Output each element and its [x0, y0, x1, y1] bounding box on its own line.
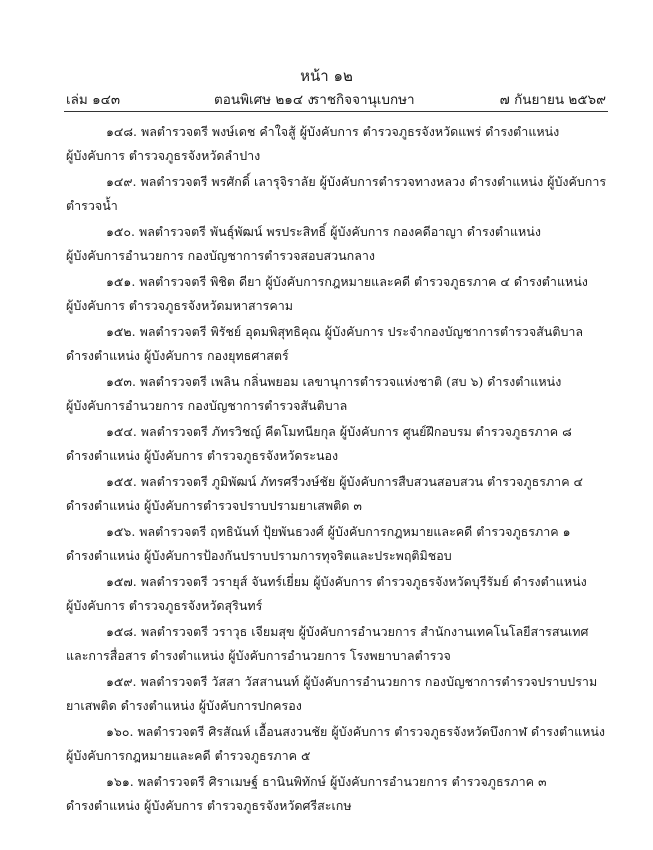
- entry-continuation-line: ตำรวจน้ำ: [66, 198, 118, 213]
- appointment-entry: [66, 620, 606, 670]
- entry-first-line: ๑๕๒. พลตำรวจตรี พิรัชย์ อุดมพิสุทธิคุณ ผู้บังคับการ ประจำกองบัญชาการตำรวจสันติบาล: [106, 324, 584, 339]
- appointment-entry: [66, 170, 606, 220]
- entry-continuation-line: ดำรงตำแหน่ง ผู้บังคับการ ตำรวจภูธรจังหวัดศรีสะเกษ: [66, 798, 352, 813]
- appointment-entry: [66, 470, 606, 520]
- entry-first-line: ๑๕๗. พลตำรวจตรี วรายุส์ จันทร์เยี่ยม ผู้บังคับการ ตำรวจภูธรจังหวัดบุรีรัมย์ ดำรงตำแหน่ง: [106, 574, 587, 589]
- entry-first-line: ๑๖๐. พลตำรวจตรี ศิรสัณห์ เอื้อนสงวนชัย ผู้บังคับการ ตำรวจภูธรจังหวัดบึงกาฬ ดำรงตำแหน่ง: [106, 724, 606, 739]
- entry-first-line: ๑๕๓. พลตำรวจตรี เพลิน กลิ่นพยอม เลขานุการตำรวจแห่งชาติ (สบ ๖) ดำรงตำแหน่ง: [106, 374, 562, 389]
- entry-first-line: ๑๕๕. พลตำรวจตรี ภูมิพัฒน์ ภัทรศรีวงษ์ชัย ผู้บังคับการสืบสวนสอบสวน ตำรวจภูธรภาค ๔: [106, 474, 584, 489]
- entry-first-line: ๑๕๐. พลตำรวจตรี พันธุ์พัฒน์ พรประสิทธิ์ ผู้บังคับการ กองคดีอาญา ดำรงตำแหน่ง: [106, 224, 541, 239]
- entry-first-line: ๑๖๑. พลตำรวจตรี ศิราเมษฐ์ ธานินพิทักษ์ ผู้บังคับการอำนวยการ ตำรวจภูธรภาค ๓: [106, 774, 547, 789]
- appointment-entry: [66, 770, 606, 820]
- page-number: หน้า ๑๒: [300, 67, 353, 85]
- entry-first-line: ๑๕๑. พลตำรวจตรี พิชิต ดียา ผู้บังคับการกฎหมายและคดี ตำรวจภูธรภาค ๔ ดำรงตำแหน่ง: [106, 274, 588, 289]
- entry-continuation-line: ผู้บังคับการ ตำรวจภูธรจังหวัดมหาสารคาม: [66, 298, 293, 313]
- issue-label: ตอนพิเศษ ๒๑๔ ง: [214, 92, 314, 108]
- appointment-entry: [66, 720, 606, 770]
- appointment-entry: [66, 520, 606, 570]
- entry-first-line: ๑๔๙. พลตำรวจตรี พรศักดิ์ เลารุจิราลัย ผู้บังคับการตำรวจทางหลวง ดำรงตำแหน่ง ผู้บังคับการ: [106, 174, 606, 189]
- entry-continuation-line: ผู้บังคับการ ตำรวจภูธรจังหวัดลำปาง: [66, 148, 261, 163]
- entry-first-line: ๑๕๖. พลตำรวจตรี ฤทธินันท์ ปุ้ยพันธวงศ์ ผู้บังคับการกฎหมายและคดี ตำรวจภูธรภาค ๑: [106, 524, 571, 539]
- appointment-entry: [66, 320, 606, 370]
- entry-continuation-line: ผู้บังคับการ ตำรวจภูธรจังหวัดสุรินทร์: [66, 598, 263, 613]
- entry-first-line: ๑๔๘. พลตำรวจตรี พงษ์เดช คำใจสู้ ผู้บังคับการ ตำรวจภูธรจังหวัดแพร่ ดำรงตำแหน่ง: [106, 124, 560, 139]
- entry-continuation-line: ดำรงตำแหน่ง ผู้บังคับการ กองยุทธศาสตร์: [66, 348, 289, 363]
- entry-continuation-line: ดำรงตำแหน่ง ผู้บังคับการ ตำรวจภูธรจังหวัดระนอง: [66, 448, 339, 463]
- appointment-list: [66, 120, 606, 820]
- entry-continuation-line: ผู้บังคับการอำนวยการ กองบัญชาการตำรวจสอบสวนกลาง: [66, 248, 376, 263]
- entry-first-line: ๑๕๘. พลตำรวจตรี วราวุธ เจียมสุข ผู้บังคับการอำนวยการ สำนักงานเทคโนโลยีสารสนเทศ: [106, 624, 589, 639]
- appointment-entry: [66, 270, 606, 320]
- entry-continuation-line: ผู้บังคับการอำนวยการ กองบัญชาการตำรวจสันติบาล: [66, 398, 348, 413]
- header-rule: [64, 111, 608, 112]
- entry-continuation-line: ยาเสพติด ดำรงตำแหน่ง ผู้บังคับการปกครอง: [66, 698, 302, 713]
- volume-label: เล่ม ๑๔๓: [66, 92, 121, 108]
- appointment-entry: [66, 370, 606, 420]
- entry-first-line: ๑๕๔. พลตำรวจตรี ภัทรวิชญ์ คีตโมทนียกุล ผู้บังคับการ ศูนย์ฝึกอบรม ตำรวจภูธรภาค ๘: [106, 424, 572, 439]
- entry-continuation-line: ดำรงตำแหน่ง ผู้บังคับการตำรวจปราบปรามยาเสพติด ๓: [66, 498, 362, 513]
- entry-first-line: ๑๕๙. พลตำรวจตรี วัสสา วัสสานนท์ ผู้บังคับการอำนวยการ กองบัญชาการตำรวจปราบปราม: [106, 674, 598, 689]
- issue-date: ๗ กันยายน ๒๕๖๙: [499, 92, 606, 108]
- entry-continuation-line: ผู้บังคับการกฎหมายและคดี ตำรวจภูธรภาค ๕: [66, 748, 311, 763]
- gazette-title: ราชกิจจานุเบกษา: [312, 92, 415, 108]
- appointment-entry: [66, 420, 606, 470]
- appointment-entry: [66, 220, 606, 270]
- entry-continuation-line: ดำรงตำแหน่ง ผู้บังคับการป้องกันปราบปรามการทุจริตและประพฤติมิชอบ: [66, 548, 452, 563]
- appointment-entry: [66, 570, 606, 620]
- appointment-entry: [66, 670, 606, 720]
- appointment-entry: [66, 120, 606, 170]
- entry-continuation-line: และการสื่อสาร ดำรงตำแหน่ง ผู้บังคับการอำนวยการ โรงพยาบาลตำรวจ: [66, 648, 451, 663]
